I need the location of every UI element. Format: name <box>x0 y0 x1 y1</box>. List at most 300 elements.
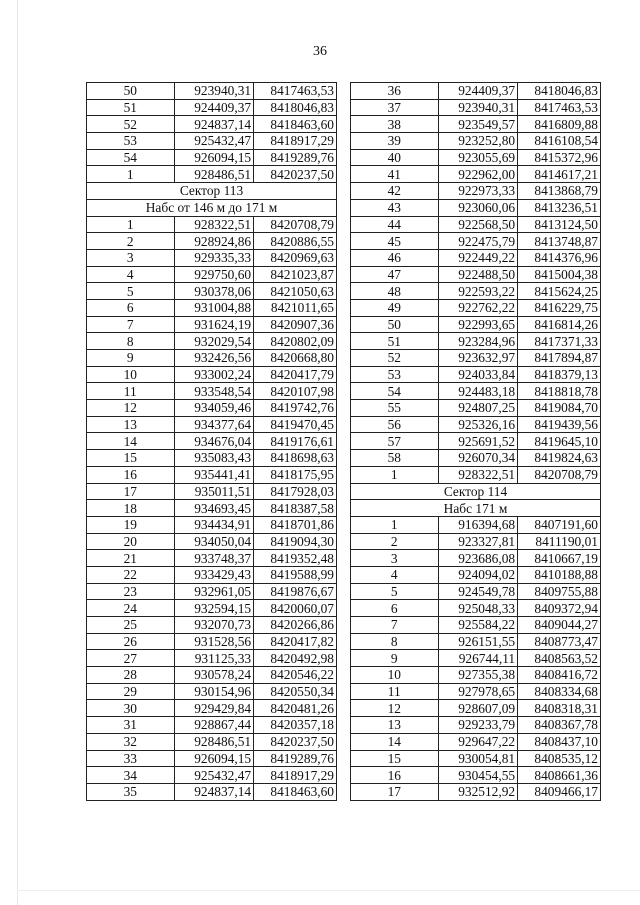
x-coordinate-cell: 928486,51 <box>174 733 254 750</box>
table-row <box>87 483 337 500</box>
x-coordinate-cell: 924807,25 <box>438 400 518 417</box>
y-coordinate-cell: 8418387,58 <box>254 500 337 517</box>
y-coordinate-cell: 8420546,22 <box>254 667 337 684</box>
section-header-row <box>351 500 601 517</box>
point-number-cell: 51 <box>87 99 175 116</box>
point-number-cell: 3 <box>87 249 175 266</box>
point-number-cell: 27 <box>87 650 175 667</box>
x-coordinate-cell: 926094,15 <box>174 149 254 166</box>
point-number-cell: 1 <box>87 216 175 233</box>
point-number-cell: 57 <box>351 433 439 450</box>
point-number-cell: 33 <box>87 750 175 767</box>
table-row <box>351 633 601 650</box>
y-coordinate-cell: 8416229,75 <box>518 299 601 316</box>
table-row <box>351 566 601 583</box>
point-number-cell: 15 <box>351 750 439 767</box>
x-coordinate-cell: 932512,92 <box>438 783 518 800</box>
x-coordinate-cell: 935083,43 <box>174 450 254 467</box>
point-number-cell: 3 <box>351 550 439 567</box>
x-coordinate-cell: 925432,47 <box>174 133 254 150</box>
point-number-cell: 28 <box>87 667 175 684</box>
x-coordinate-cell: 923632,97 <box>438 350 518 367</box>
x-coordinate-cell: 935011,51 <box>174 483 254 500</box>
table-row <box>351 667 601 684</box>
y-coordinate-cell: 8419824,63 <box>518 450 601 467</box>
x-coordinate-cell: 934050,04 <box>174 533 254 550</box>
table-row <box>87 650 337 667</box>
point-number-cell: 8 <box>87 333 175 350</box>
y-coordinate-cell: 8413748,87 <box>518 233 601 250</box>
x-coordinate-cell: 923284,96 <box>438 333 518 350</box>
point-number-cell: 38 <box>351 116 439 133</box>
table-row <box>351 750 601 767</box>
y-coordinate-cell: 8418463,60 <box>254 783 337 800</box>
section-header: Набс от 146 м до 171 м <box>87 199 337 216</box>
point-number-cell: 53 <box>351 366 439 383</box>
y-coordinate-cell: 8408367,78 <box>518 717 601 734</box>
y-coordinate-cell: 8421011,65 <box>254 299 337 316</box>
point-number-cell: 7 <box>351 617 439 634</box>
table-row <box>351 233 601 250</box>
y-coordinate-cell: 8410667,19 <box>518 550 601 567</box>
y-coordinate-cell: 8419742,76 <box>254 400 337 417</box>
table-row <box>87 450 337 467</box>
point-number-cell: 11 <box>87 383 175 400</box>
x-coordinate-cell: 929233,79 <box>438 717 518 734</box>
x-coordinate-cell: 923940,31 <box>438 99 518 116</box>
y-coordinate-cell: 8416809,88 <box>518 116 601 133</box>
point-number-cell: 52 <box>351 350 439 367</box>
y-coordinate-cell: 8421023,87 <box>254 266 337 283</box>
point-number-cell: 43 <box>351 199 439 216</box>
x-coordinate-cell: 923055,69 <box>438 149 518 166</box>
point-number-cell: 55 <box>351 400 439 417</box>
point-number-cell: 12 <box>351 700 439 717</box>
point-number-cell: 16 <box>87 466 175 483</box>
point-number-cell: 48 <box>351 283 439 300</box>
x-coordinate-cell: 922488,50 <box>438 266 518 283</box>
point-number-cell: 14 <box>87 433 175 450</box>
point-number-cell: 51 <box>351 333 439 350</box>
point-number-cell: 2 <box>351 533 439 550</box>
x-coordinate-cell: 928607,09 <box>438 700 518 717</box>
x-coordinate-cell: 924409,37 <box>174 99 254 116</box>
point-number-cell: 37 <box>351 99 439 116</box>
y-coordinate-cell: 8418379,13 <box>518 366 601 383</box>
x-coordinate-cell: 923252,80 <box>438 133 518 150</box>
y-coordinate-cell: 8418917,29 <box>254 133 337 150</box>
table-row <box>87 116 337 133</box>
table-row <box>351 99 601 116</box>
point-number-cell: 24 <box>87 600 175 617</box>
x-coordinate-cell: 933429,43 <box>174 566 254 583</box>
y-coordinate-cell: 8420237,50 <box>254 733 337 750</box>
table-row <box>351 516 601 533</box>
y-coordinate-cell: 8420550,34 <box>254 683 337 700</box>
y-coordinate-cell: 8419352,48 <box>254 550 337 567</box>
table-row <box>87 416 337 433</box>
x-coordinate-cell: 922973,33 <box>438 183 518 200</box>
section-header: Сектор 113 <box>87 183 337 200</box>
point-number-cell: 1 <box>351 516 439 533</box>
x-coordinate-cell: 932070,73 <box>174 617 254 634</box>
point-number-cell: 31 <box>87 717 175 734</box>
point-number-cell: 34 <box>87 767 175 784</box>
y-coordinate-cell: 8418463,60 <box>254 116 337 133</box>
table-row <box>351 116 601 133</box>
y-coordinate-cell: 8417371,33 <box>518 333 601 350</box>
scan-bottom-line <box>17 890 640 891</box>
y-coordinate-cell: 8417928,03 <box>254 483 337 500</box>
y-coordinate-cell: 8420417,82 <box>254 633 337 650</box>
point-number-cell: 4 <box>87 266 175 283</box>
x-coordinate-cell: 934676,04 <box>174 433 254 450</box>
table-row <box>351 450 601 467</box>
x-coordinate-cell: 922568,50 <box>438 216 518 233</box>
point-number-cell: 42 <box>351 183 439 200</box>
point-number-cell: 54 <box>351 383 439 400</box>
x-coordinate-cell: 929429,84 <box>174 700 254 717</box>
point-number-cell: 30 <box>87 700 175 717</box>
table-row <box>87 600 337 617</box>
point-number-cell: 9 <box>87 350 175 367</box>
point-number-cell: 35 <box>87 783 175 800</box>
table-row <box>351 717 601 734</box>
x-coordinate-cell: 929647,22 <box>438 733 518 750</box>
y-coordinate-cell: 8411190,01 <box>518 533 601 550</box>
y-coordinate-cell: 8408437,10 <box>518 733 601 750</box>
x-coordinate-cell: 925584,22 <box>438 617 518 634</box>
y-coordinate-cell: 8417894,87 <box>518 350 601 367</box>
table-row <box>87 350 337 367</box>
point-number-cell: 5 <box>87 283 175 300</box>
table-row <box>87 733 337 750</box>
point-number-cell: 6 <box>87 299 175 316</box>
table-row <box>351 583 601 600</box>
section-header-row <box>351 483 601 500</box>
y-coordinate-cell: 8415372,96 <box>518 149 601 166</box>
table-row <box>87 299 337 316</box>
table-row <box>87 750 337 767</box>
table-row <box>351 433 601 450</box>
x-coordinate-cell: 925432,47 <box>174 767 254 784</box>
y-coordinate-cell: 8420907,36 <box>254 316 337 333</box>
point-number-cell: 7 <box>87 316 175 333</box>
y-coordinate-cell: 8419470,45 <box>254 416 337 433</box>
point-number-cell: 13 <box>87 416 175 433</box>
table-row <box>351 283 601 300</box>
table-row <box>87 516 337 533</box>
x-coordinate-cell: 923686,08 <box>438 550 518 567</box>
point-number-cell: 22 <box>87 566 175 583</box>
y-coordinate-cell: 8419876,67 <box>254 583 337 600</box>
point-number-cell: 56 <box>351 416 439 433</box>
point-number-cell: 54 <box>87 149 175 166</box>
section-header-row <box>87 183 337 200</box>
y-coordinate-cell: 8419289,76 <box>254 750 337 767</box>
y-coordinate-cell: 8408661,36 <box>518 767 601 784</box>
x-coordinate-cell: 922593,22 <box>438 283 518 300</box>
y-coordinate-cell: 8409044,27 <box>518 617 601 634</box>
point-number-cell: 17 <box>351 783 439 800</box>
x-coordinate-cell: 930454,55 <box>438 767 518 784</box>
y-coordinate-cell: 8409372,94 <box>518 600 601 617</box>
x-coordinate-cell: 924409,37 <box>438 83 518 100</box>
y-coordinate-cell: 8419094,30 <box>254 533 337 550</box>
table-row <box>87 283 337 300</box>
table-row <box>351 316 601 333</box>
table-row <box>87 366 337 383</box>
x-coordinate-cell: 930154,96 <box>174 683 254 700</box>
point-number-cell: 36 <box>351 83 439 100</box>
table-row <box>87 400 337 417</box>
table-row <box>351 600 601 617</box>
table-row <box>87 266 337 283</box>
y-coordinate-cell: 8416814,26 <box>518 316 601 333</box>
x-coordinate-cell: 934377,64 <box>174 416 254 433</box>
y-coordinate-cell: 8420060,07 <box>254 600 337 617</box>
point-number-cell: 52 <box>87 116 175 133</box>
y-coordinate-cell: 8420357,18 <box>254 717 337 734</box>
table-row <box>87 717 337 734</box>
y-coordinate-cell: 8418046,83 <box>518 83 601 100</box>
y-coordinate-cell: 8420417,79 <box>254 366 337 383</box>
x-coordinate-cell: 924549,78 <box>438 583 518 600</box>
y-coordinate-cell: 8408334,68 <box>518 683 601 700</box>
table-row <box>351 83 601 100</box>
y-coordinate-cell: 8418046,83 <box>254 99 337 116</box>
point-number-cell: 15 <box>87 450 175 467</box>
table-row <box>87 83 337 100</box>
x-coordinate-cell: 928322,51 <box>438 466 518 483</box>
table-row <box>87 500 337 517</box>
x-coordinate-cell: 928322,51 <box>174 216 254 233</box>
x-coordinate-cell: 933548,54 <box>174 383 254 400</box>
y-coordinate-cell: 8408563,52 <box>518 650 601 667</box>
point-number-cell: 50 <box>351 316 439 333</box>
point-number-cell: 9 <box>351 650 439 667</box>
table-row <box>87 383 337 400</box>
table-row <box>87 550 337 567</box>
y-coordinate-cell: 8409755,88 <box>518 583 601 600</box>
table-row <box>351 783 601 800</box>
table-row <box>87 783 337 800</box>
point-number-cell: 44 <box>351 216 439 233</box>
y-coordinate-cell: 8420708,79 <box>518 466 601 483</box>
x-coordinate-cell: 926070,34 <box>438 450 518 467</box>
table-row <box>87 667 337 684</box>
coordinates-table-left <box>86 82 337 801</box>
x-coordinate-cell: 923327,81 <box>438 533 518 550</box>
table-row <box>351 650 601 667</box>
y-coordinate-cell: 8417463,53 <box>254 83 337 100</box>
x-coordinate-cell: 924483,18 <box>438 383 518 400</box>
point-number-cell: 21 <box>87 550 175 567</box>
y-coordinate-cell: 8410188,88 <box>518 566 601 583</box>
table-row <box>87 433 337 450</box>
point-number-cell: 32 <box>87 733 175 750</box>
x-coordinate-cell: 925691,52 <box>438 433 518 450</box>
x-coordinate-cell: 922962,00 <box>438 166 518 183</box>
x-coordinate-cell: 931004,88 <box>174 299 254 316</box>
point-number-cell: 23 <box>87 583 175 600</box>
table-row <box>351 333 601 350</box>
table-row <box>87 466 337 483</box>
x-coordinate-cell: 923060,06 <box>438 199 518 216</box>
table-row <box>351 366 601 383</box>
point-number-cell: 25 <box>87 617 175 634</box>
y-coordinate-cell: 8409466,17 <box>518 783 601 800</box>
section-header: Набс 171 м <box>351 500 601 517</box>
x-coordinate-cell: 932029,54 <box>174 333 254 350</box>
point-number-cell: 8 <box>351 633 439 650</box>
point-number-cell: 14 <box>351 733 439 750</box>
table-row <box>87 533 337 550</box>
table-row <box>87 249 337 266</box>
x-coordinate-cell: 926094,15 <box>174 750 254 767</box>
x-coordinate-cell: 927355,38 <box>438 667 518 684</box>
point-number-cell: 41 <box>351 166 439 183</box>
y-coordinate-cell: 8408416,72 <box>518 667 601 684</box>
x-coordinate-cell: 930378,06 <box>174 283 254 300</box>
y-coordinate-cell: 8413236,51 <box>518 199 601 216</box>
table-row <box>351 400 601 417</box>
y-coordinate-cell: 8420237,50 <box>254 166 337 183</box>
coordinates-table-right <box>350 82 601 801</box>
point-number-cell: 2 <box>87 233 175 250</box>
x-coordinate-cell: 931528,56 <box>174 633 254 650</box>
x-coordinate-cell: 934693,45 <box>174 500 254 517</box>
y-coordinate-cell: 8418698,63 <box>254 450 337 467</box>
y-coordinate-cell: 8415624,25 <box>518 283 601 300</box>
table-row <box>351 383 601 400</box>
y-coordinate-cell: 8419645,10 <box>518 433 601 450</box>
point-number-cell: 13 <box>351 717 439 734</box>
table-row <box>87 583 337 600</box>
table-row <box>351 266 601 283</box>
x-coordinate-cell: 923940,31 <box>174 83 254 100</box>
x-coordinate-cell: 928924,86 <box>174 233 254 250</box>
x-coordinate-cell: 933002,24 <box>174 366 254 383</box>
point-number-cell: 29 <box>87 683 175 700</box>
x-coordinate-cell: 932426,56 <box>174 350 254 367</box>
x-coordinate-cell: 931624,19 <box>174 316 254 333</box>
table-row <box>87 233 337 250</box>
x-coordinate-cell: 922449,22 <box>438 249 518 266</box>
y-coordinate-cell: 8418917,29 <box>254 767 337 784</box>
y-coordinate-cell: 8419084,70 <box>518 400 601 417</box>
y-coordinate-cell: 8418701,86 <box>254 516 337 533</box>
table-row <box>87 566 337 583</box>
table-row <box>87 683 337 700</box>
y-coordinate-cell: 8421050,63 <box>254 283 337 300</box>
point-number-cell: 10 <box>87 366 175 383</box>
point-number-cell: 49 <box>351 299 439 316</box>
point-number-cell: 11 <box>351 683 439 700</box>
table-row <box>87 316 337 333</box>
y-coordinate-cell: 8416108,54 <box>518 133 601 150</box>
table-row <box>351 466 601 483</box>
point-number-cell: 12 <box>87 400 175 417</box>
table-row <box>351 166 601 183</box>
y-coordinate-cell: 8415004,38 <box>518 266 601 283</box>
x-coordinate-cell: 922993,65 <box>438 316 518 333</box>
point-number-cell: 6 <box>351 600 439 617</box>
table-row <box>87 700 337 717</box>
x-coordinate-cell: 925326,16 <box>438 416 518 433</box>
y-coordinate-cell: 8419588,99 <box>254 566 337 583</box>
y-coordinate-cell: 8420668,80 <box>254 350 337 367</box>
table-row <box>351 550 601 567</box>
table-row <box>351 683 601 700</box>
y-coordinate-cell: 8419289,76 <box>254 149 337 166</box>
table-row <box>87 166 337 183</box>
x-coordinate-cell: 930578,24 <box>174 667 254 684</box>
y-coordinate-cell: 8420802,09 <box>254 333 337 350</box>
y-coordinate-cell: 8408773,47 <box>518 633 601 650</box>
point-number-cell: 39 <box>351 133 439 150</box>
point-number-cell: 53 <box>87 133 175 150</box>
x-coordinate-cell: 924033,84 <box>438 366 518 383</box>
table-row <box>351 767 601 784</box>
y-coordinate-cell: 8420266,86 <box>254 617 337 634</box>
x-coordinate-cell: 934434,91 <box>174 516 254 533</box>
table-row <box>351 183 601 200</box>
y-coordinate-cell: 8420481,26 <box>254 700 337 717</box>
y-coordinate-cell: 8413124,50 <box>518 216 601 233</box>
x-coordinate-cell: 916394,68 <box>438 516 518 533</box>
point-number-cell: 1 <box>87 166 175 183</box>
x-coordinate-cell: 927978,65 <box>438 683 518 700</box>
table-row <box>351 350 601 367</box>
point-number-cell: 45 <box>351 233 439 250</box>
scan-margin-line <box>17 0 18 905</box>
x-coordinate-cell: 922475,79 <box>438 233 518 250</box>
x-coordinate-cell: 924837,14 <box>174 116 254 133</box>
y-coordinate-cell: 8417463,53 <box>518 99 601 116</box>
x-coordinate-cell: 924837,14 <box>174 783 254 800</box>
x-coordinate-cell: 932594,15 <box>174 600 254 617</box>
x-coordinate-cell: 929335,33 <box>174 249 254 266</box>
x-coordinate-cell: 935441,41 <box>174 466 254 483</box>
point-number-cell: 58 <box>351 450 439 467</box>
x-coordinate-cell: 926151,55 <box>438 633 518 650</box>
table-row <box>351 199 601 216</box>
table-row <box>351 216 601 233</box>
y-coordinate-cell: 8414376,96 <box>518 249 601 266</box>
point-number-cell: 20 <box>87 533 175 550</box>
table-row <box>351 533 601 550</box>
point-number-cell: 17 <box>87 483 175 500</box>
point-number-cell: 4 <box>351 566 439 583</box>
y-coordinate-cell: 8420969,63 <box>254 249 337 266</box>
y-coordinate-cell: 8420107,98 <box>254 383 337 400</box>
x-coordinate-cell: 930054,81 <box>438 750 518 767</box>
section-header-row <box>87 199 337 216</box>
point-number-cell: 46 <box>351 249 439 266</box>
y-coordinate-cell: 8413868,79 <box>518 183 601 200</box>
table-row <box>351 416 601 433</box>
point-number-cell: 1 <box>351 466 439 483</box>
table-row <box>351 249 601 266</box>
table-row <box>87 216 337 233</box>
table-row <box>87 633 337 650</box>
point-number-cell: 47 <box>351 266 439 283</box>
y-coordinate-cell: 8418175,95 <box>254 466 337 483</box>
point-number-cell: 19 <box>87 516 175 533</box>
y-coordinate-cell: 8420886,55 <box>254 233 337 250</box>
table-row <box>351 617 601 634</box>
